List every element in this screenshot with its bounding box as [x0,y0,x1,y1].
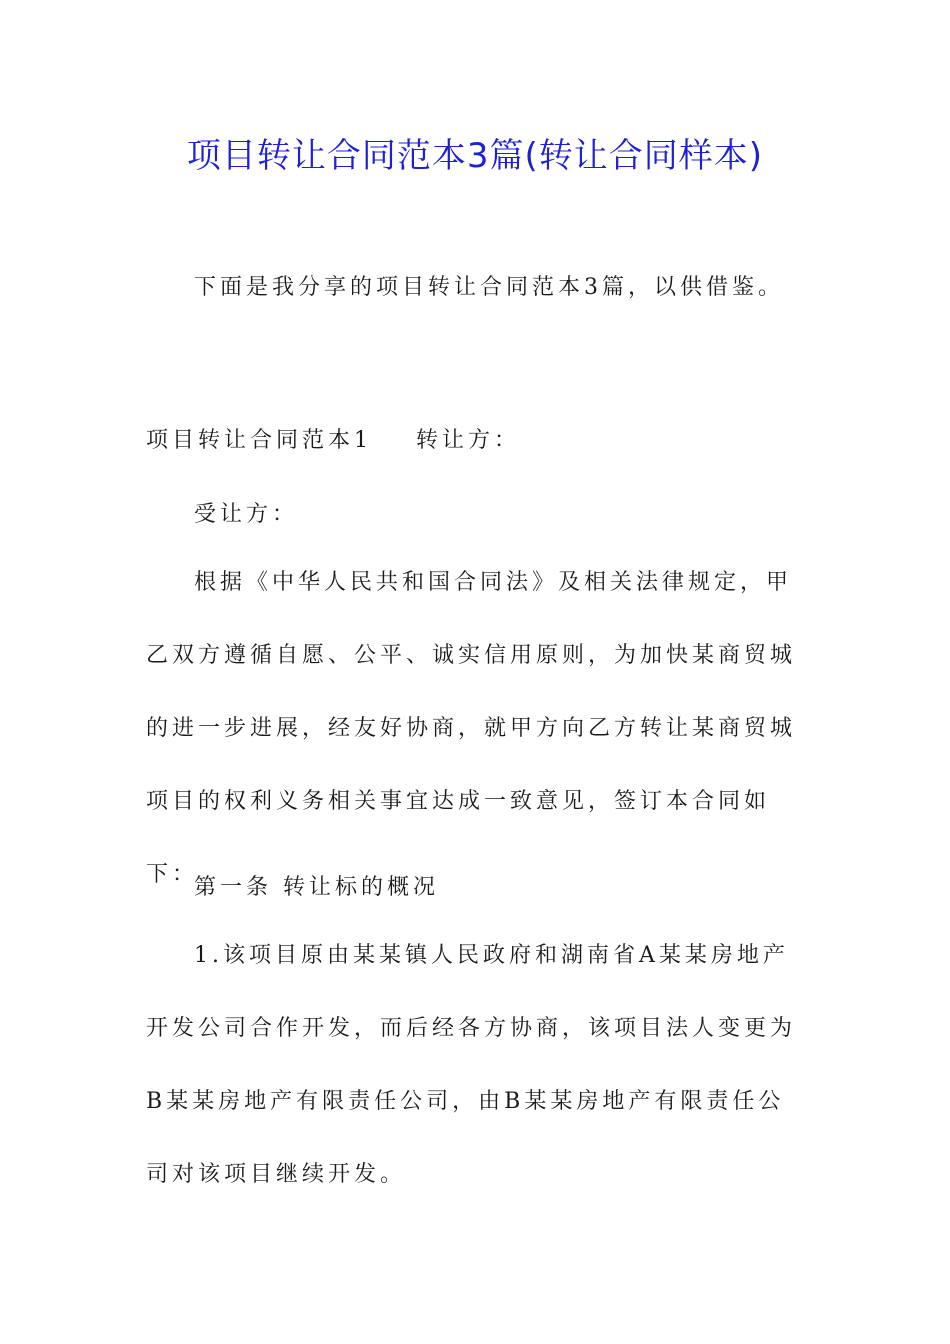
article-1-item-1: 1.该项目原由某某镇人民政府和湖南省A某某房地产开发公司合作开发，而后经各方协商，该项目法人变更为B某某房地产有限责任公司，由B某某房地产有限责任公司对该项目继续开发。 [146,943,797,1187]
article-1-heading: 第一条 转让标的概况 [194,875,439,900]
transferee-label: 受让方： [194,502,299,527]
section-heading: 项目转让合同范本1 [146,428,372,453]
section-heading-line [146,423,520,454]
intro-text: 下面是我分享的项目转让合同范本3篇，以供借鉴。 [194,275,784,300]
transferor-label: 转让方： [416,428,521,453]
document-title: 项目转让合同范本3篇(转让合同样本) [186,136,764,176]
paragraph-preamble: 根据《中华人民共和国合同法》及相关法律规定，甲乙双方遵循自愿、公平、诚实信用原则，为加快某商贸城的进一步进展，经友好协商，就甲方向乙方转让某商贸城项目的权利义务相关事宜达成一致意见，签订本合同如下： [146,570,797,887]
